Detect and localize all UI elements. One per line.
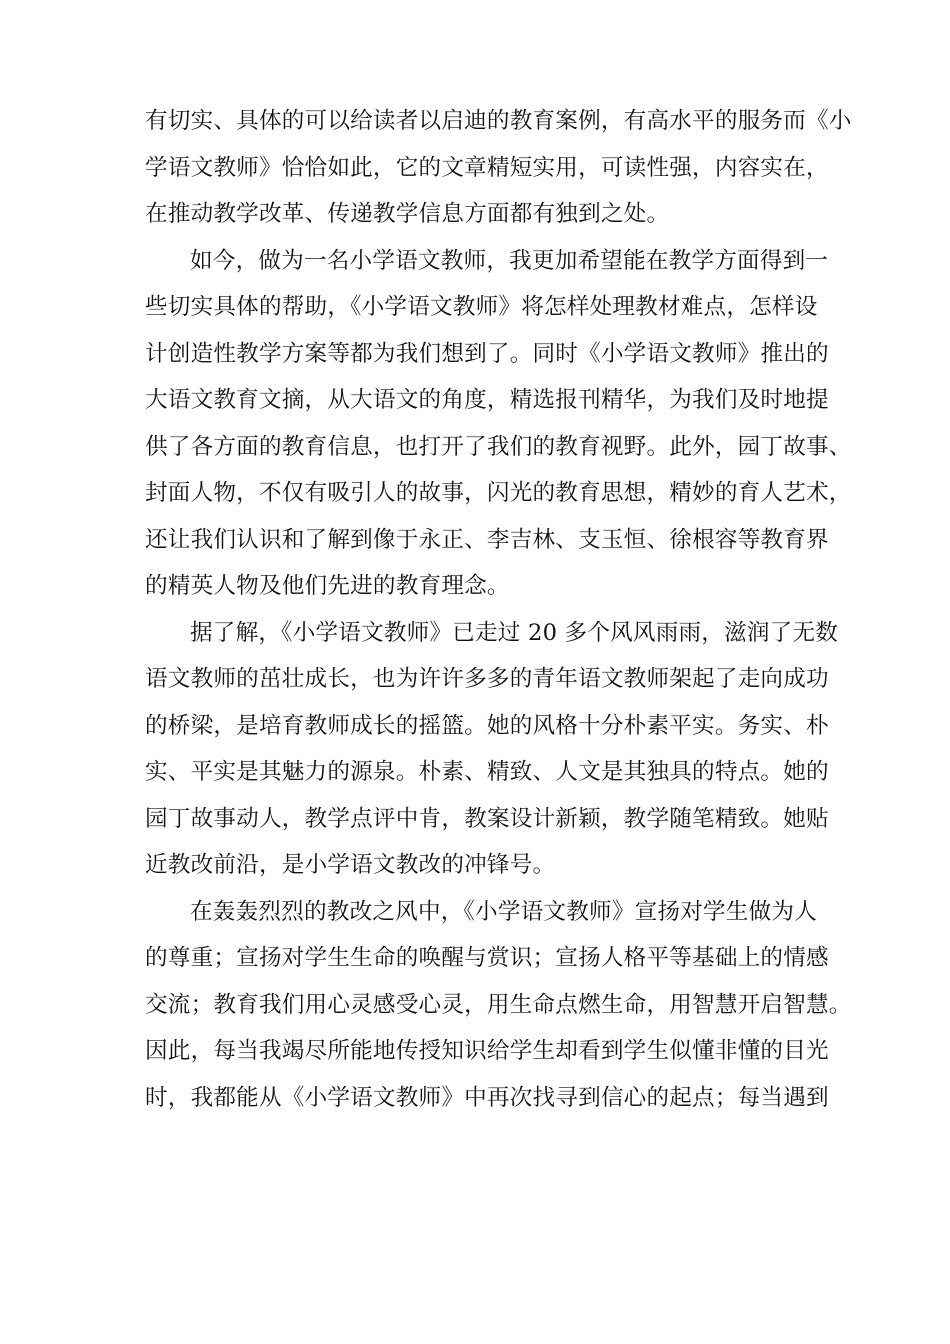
text-line: 还让我们认识和了解到像于永正、李吉林、支玉恒、徐根容等教育界 bbox=[145, 526, 829, 553]
text-line: 据了解，《小学语文教师》已走过 20 多个风风雨雨，滋润了无数 bbox=[190, 619, 839, 646]
text-line: 供了各方面的教育信息，也打开了我们的教育视野。此外，园丁故事、 bbox=[145, 433, 852, 460]
text-line: 时，我都能从《小学语文教师》中再次找寻到信心的起点；每当遇到 bbox=[145, 1084, 829, 1111]
text-line: 封面人物，不仅有吸引人的故事，闪光的教育思想，精妙的育人艺术， bbox=[145, 480, 852, 506]
paragraph-1 bbox=[145, 98, 852, 238]
paragraph-4 bbox=[145, 889, 852, 1122]
text-line: 如今，做为一名小学语文教师，我更加希望能在教学方面得到一 bbox=[190, 247, 829, 274]
text-line: 园丁故事动人，教学点评中肯，教案设计新颖，教学随笔精致。她贴 bbox=[145, 805, 829, 832]
text-line: 在推动教学改革、传递教学信息方面都有独到之处。 bbox=[145, 201, 670, 227]
text-line: 有切实、具体的可以给读者以启迪的教育案例，有高水平的服务而《小 bbox=[145, 108, 852, 134]
text-line: 些切实具体的帮助，《小学语文教师》将怎样处理教材难点，怎样设 bbox=[145, 294, 818, 320]
text-line: 近教改前沿，是小学语文教改的冲锋号。 bbox=[145, 852, 556, 878]
text-line: 因此，每当我竭尽所能地传授知识给学生却看到学生似懂非懂的目光 bbox=[145, 1038, 829, 1064]
text-line: 计创造性教学方案等都为我们想到了。同时《小学语文教师》推出的 bbox=[145, 340, 829, 367]
text-line: 的尊重；宣扬对学生生命的唤醒与赏识；宣扬人格平等基础上的情感 bbox=[145, 945, 829, 971]
text-line: 实、平实是其魅力的源泉。朴素、精致、人文是其独具的特点。她的 bbox=[145, 759, 829, 785]
text-line: 语文教师的茁壮成长，也为许许多多的青年语文教师架起了走向成功 bbox=[145, 666, 829, 692]
paragraph-3 bbox=[145, 610, 839, 889]
text-line: 学语文教师》恰恰如此，它的文章精短实用，可读性强，内容实在， bbox=[145, 154, 829, 181]
document-body bbox=[145, 98, 852, 1121]
text-line: 在轰轰烈烈的教改之风中，《小学语文教师》宣扬对学生做为人 bbox=[190, 898, 817, 925]
text-line: 的桥梁，是培育教师成长的摇篮。她的风格十分朴素平实。务实、朴 bbox=[145, 712, 829, 739]
text-line: 的精英人物及他们先进的教育理念。 bbox=[145, 573, 510, 599]
text-line: 交流；教育我们用心灵感受心灵，用生命点燃生命，用智慧开启智慧。 bbox=[145, 991, 852, 1018]
paragraph-2 bbox=[145, 238, 852, 610]
text-line: 大语文教育文摘，从大语文的角度，精选报刊精华，为我们及时地提 bbox=[145, 387, 829, 413]
